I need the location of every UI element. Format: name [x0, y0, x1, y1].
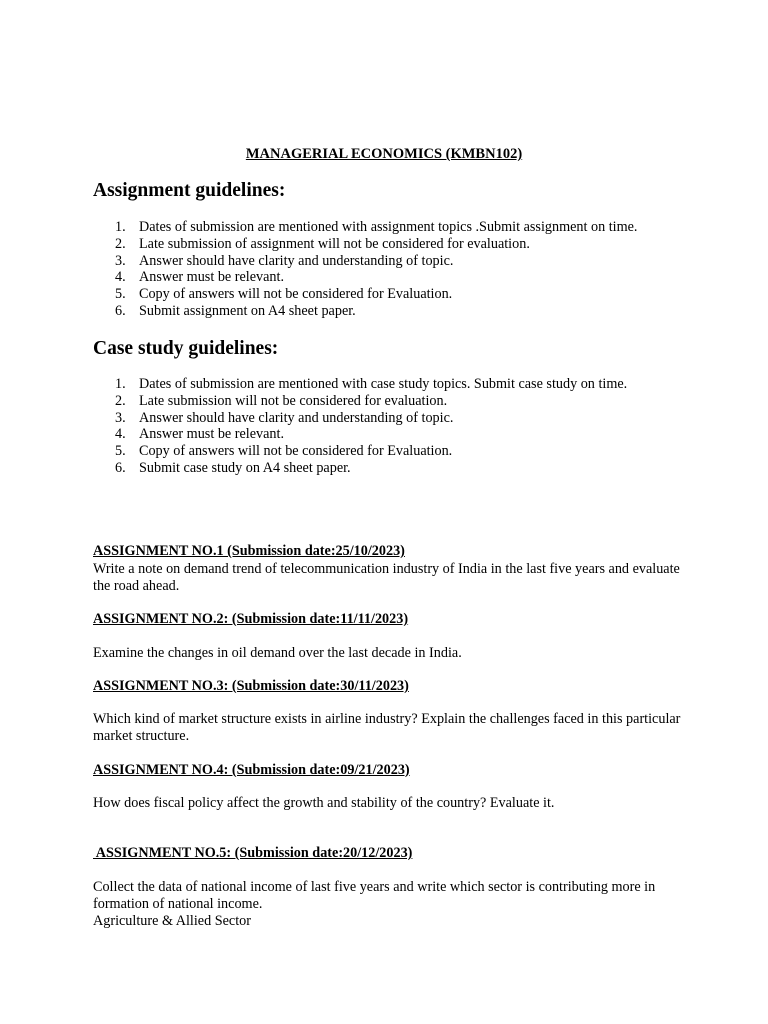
list-item-number: 3. [115, 252, 126, 269]
list-item-text: Submit assignment on A4 sheet paper. [139, 302, 356, 319]
list-item-text: Answer must be relevant. [139, 269, 284, 286]
assignment-3-text: Which kind of market structure exists in airline industry? Explain the challenges faced in this particular market structure. [93, 711, 681, 744]
list-item [93, 376, 674, 393]
assignment-5-text: Collect the data of national income of last five years and write which sector is contributing more in formation of national income. [93, 879, 656, 912]
document-title: MANAGERIAL ECONOMICS (KMBN102) [245, 146, 523, 162]
assignment-4-heading: ASSIGNMENT NO.4: (Submission date:09/21/2023) [93, 762, 410, 778]
list-item [93, 393, 674, 410]
assignment-1-text: Write a note on demand trend of telecommunication industry of India in the last five years and evaluate the road ahead. [93, 561, 680, 594]
list-item-number: 4. [115, 269, 126, 286]
list-item [93, 236, 674, 253]
list-item-text: Submit case study on A4 sheet paper. [139, 459, 351, 476]
list-item [93, 443, 674, 460]
assignment-guidelines-heading: Assignment guidelines: [93, 180, 286, 201]
list-item [93, 460, 674, 477]
list-item-text: Answer should have clarity and understanding of topic. [139, 409, 454, 426]
list-item-number: 1. [115, 376, 126, 392]
assignment-5-extra-text: Agriculture & Allied Sector [93, 913, 251, 929]
list-item-text: Late submission of assignment will not be considered for evaluation. [139, 235, 530, 252]
list-item [93, 269, 674, 286]
list-item-number: 5. [115, 443, 126, 460]
list-item-text: Answer must be relevant. [139, 426, 284, 443]
assignment-2-text: Examine the changes in oil demand over the last decade in India. [93, 645, 462, 661]
list-item [93, 426, 674, 443]
list-item-text: Late submission will not be considered for evaluation. [139, 392, 448, 409]
list-item [93, 219, 674, 236]
list-item-number: 1. [115, 219, 126, 235]
case-study-guidelines-heading: Case study guidelines: [93, 338, 279, 359]
list-item-text: Copy of answers will not be considered for Evaluation. [139, 286, 453, 303]
list-item-number: 4. [115, 426, 126, 443]
list-item-number: 5. [115, 286, 126, 303]
assignment-4-text: How does fiscal policy affect the growth and stability of the country? Evaluate it. [93, 795, 555, 811]
list-item [93, 286, 674, 303]
case-study-guidelines-list [93, 376, 674, 477]
list-item-number: 6. [115, 302, 126, 319]
list-item-number: 2. [115, 235, 126, 252]
list-item [93, 303, 674, 320]
list-item-text: Dates of submission are mentioned with assignment topics .Submit assignment on time. [139, 219, 638, 235]
assignment-guidelines-list [93, 219, 674, 320]
assignment-5-heading: ASSIGNMENT NO.5: (Submission date:20/12/2023) [93, 845, 413, 861]
list-item [93, 410, 674, 427]
assignment-3-heading: ASSIGNMENT NO.3: (Submission date:30/11/2023) [93, 678, 409, 694]
list-item-number: 3. [115, 409, 126, 426]
list-item-number: 6. [115, 459, 126, 476]
list-item-text: Answer should have clarity and understanding of topic. [139, 252, 454, 269]
list-item-number: 2. [115, 392, 126, 409]
list-item-text: Dates of submission are mentioned with case study topics. Submit case study on time. [139, 376, 628, 392]
assignment-1-heading: ASSIGNMENT NO.1 (Submission date:25/10/2023) [93, 543, 405, 559]
list-item-text: Copy of answers will not be considered for Evaluation. [139, 443, 453, 460]
assignment-2-heading: ASSIGNMENT NO.2: (Submission date:11/11/2023) [93, 611, 409, 627]
list-item [93, 253, 674, 270]
